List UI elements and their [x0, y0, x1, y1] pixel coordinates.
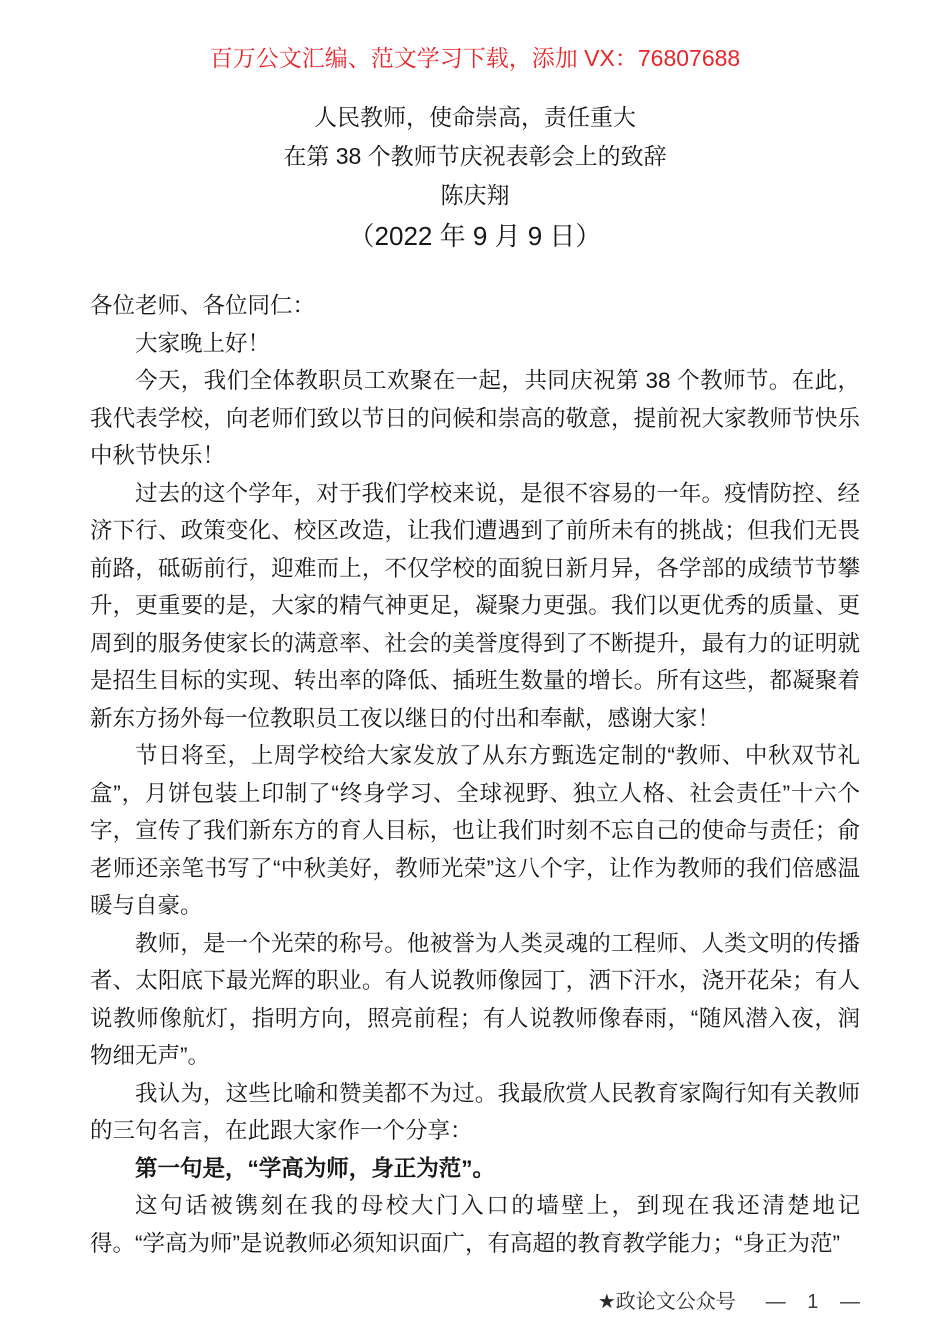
footer-account-label: ★政论文公众号 — [597, 1291, 736, 1313]
paragraph: 大家晚上好！ — [135, 330, 271, 356]
page-footer — [598, 1285, 860, 1314]
author-name: 陈庆翔 — [440, 182, 510, 208]
paragraph: 这句话被镌刻在我的母校大门入口的墙壁上，到现在我还清楚地记得。“学高为师”是说教师必须知识面广，有高超的教育教学能力；“身正为范” — [90, 1193, 860, 1256]
salutation: 各位老师、各位同仁： — [90, 293, 316, 318]
document-date: （2022 年 9 月 9 日） — [348, 221, 602, 251]
paragraph: 教师，是一个光荣的称号。他被誉为人类灵魂的工程师、人类文明的传播者、太阳底下最光辉的职业。有人说教师像园丁，洒下汗水，浇开花朵；有人说教师像航灯，指明方向，照亮前程；有人说教师像春雨，“随风潜入夜，润物细无声”。 — [90, 930, 860, 1068]
document-title-line-1: 人民教师，使命崇高，责任重大 — [314, 104, 636, 130]
document-title-line-2: 在第 38 个教师节庆祝表彰会上的致辞 — [283, 143, 667, 169]
emphasized-paragraph: 第一句是，“学高为师，身正为范”。 — [135, 1155, 496, 1181]
document-body — [90, 287, 860, 1262]
paragraph: 过去的这个学年，对于我们学校来说，是很不容易的一年。疫情防控、经济下行、政策变化、校区改造，让我们遭遇到了前所未有的挑战；但我们无畏前路，砥砺前行，迎难而上，不仅学校的面貌日新月异，各学部的成绩节节攀升，更重要的是，大家的精气神更足，凝聚力更强。我们以更优秀的质量、更周到的服务使家长的满意率、社会的美誉度得到了不断提升，最有力的证明就是招生目标的实现、转出率的降低、插班生数量的增长。所有这些，都凝聚着新东方扬外每一位教职员工夜以继日的付出和奉献，感谢大家！ — [90, 480, 860, 731]
title-block — [90, 98, 860, 257]
promo-notice: 百万公文汇编、范文学习下载，添加 VX：76807688 — [209, 45, 741, 71]
paragraph: 节日将至，上周学校给大家发放了从东方甄选定制的“教师、中秋双节礼盒”，月饼包装上印制了“终身学习、全球视野、独立人格、社会责任”十六个字，宣传了我们新东方的育人目标，也让我们时刻不忘自己的使命与责任；俞老师还亲笔书写了“中秋美好，教师光荣”这八个字，让作为教师的我们倍感温暖与自豪。 — [90, 743, 860, 918]
paragraph: 我认为，这些比喻和赞美都不为过。我最欣赏人民教育家陶行知有关教师的三句名言，在此跟大家作一个分享： — [90, 1080, 860, 1143]
page-number: — 1 — — [765, 1291, 860, 1313]
paragraph: 今天，我们全体教职员工欢聚在一起，共同庆祝第 38 个教师节。在此，我代表学校，向老师们致以节日的问候和崇高的敬意，提前祝大家教师节快乐中秋节快乐！ — [90, 368, 860, 468]
